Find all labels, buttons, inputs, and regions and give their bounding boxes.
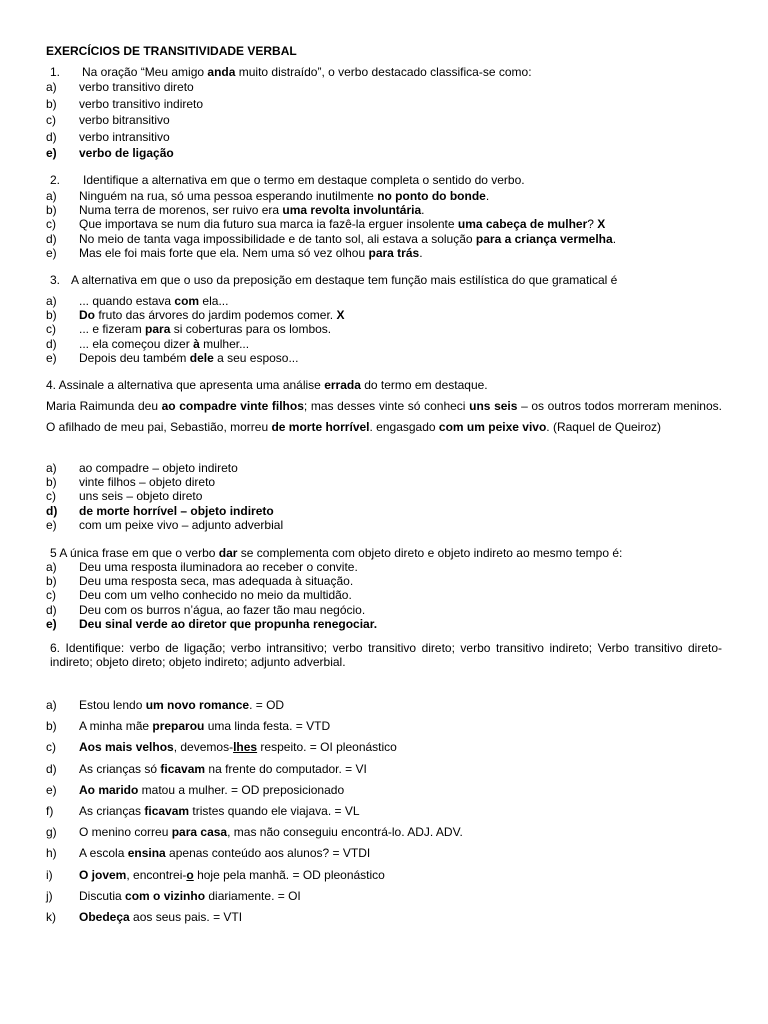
option-text: ... e fizeram para si coberturas para os lombos.: [79, 322, 332, 337]
option-text: vinte filhos – objeto direto: [79, 475, 216, 490]
option-text: O menino correu para casa, mas não conseguiu encontrá-lo. ADJ. ADV.: [79, 825, 463, 840]
option-label: a): [46, 698, 57, 712]
option-label: c): [46, 113, 56, 127]
option-text: ao compadre – objeto indireto: [79, 461, 238, 475]
option-text: Deu com um velho conhecido no meio da multidão.: [79, 588, 352, 603]
option-label: e): [46, 350, 57, 365]
option-label: b): [46, 308, 57, 323]
option-label: b): [46, 719, 57, 734]
option-label: e): [46, 517, 57, 532]
option-text: Que importava se num dia futuro sua marca ia fazê-la erguer insolente uma cabeça de mulher? X: [79, 217, 606, 232]
option-text: Deu com os burros n’água, ao fazer tão mau negócio.: [79, 602, 366, 617]
option-text: Estou lendo um novo romance. = OD: [79, 698, 285, 712]
option-label: d): [46, 129, 57, 144]
option-label: c): [46, 740, 56, 755]
option-text: Ninguém na rua, só uma pessoa esperando inutilmente no ponto do bonde.: [79, 189, 490, 203]
option-text: Numa terra de morenos, ser ruivo era uma revolta involuntária.: [79, 203, 425, 218]
option-label: b): [46, 203, 57, 218]
option-label: a): [46, 560, 57, 574]
option-label: e): [46, 245, 57, 260]
option-label: i): [46, 867, 53, 882]
option-text: As crianças ficavam tristes quando ele viajava. = VL: [79, 804, 360, 818]
option-text: Aos mais velhos, devemos-lhes respeito. = OI pleonástico: [79, 740, 397, 755]
option-text: verbo intransitivo: [79, 129, 170, 144]
option-label: j): [46, 888, 53, 903]
option-label: e): [46, 782, 57, 797]
option-text: ... ela começou dizer à mulher...: [79, 336, 250, 351]
option-text: Obedeça aos seus pais. = VTI: [79, 910, 243, 924]
option-text: A escola ensina apenas conteúdo aos alunos? = VTDI: [79, 846, 371, 861]
option-label: a): [46, 294, 57, 308]
document-title: EXERCÍCIOS DE TRANSITIVIDADE VERBAL: [46, 44, 297, 58]
option-label: k): [46, 910, 56, 924]
option-label: b): [46, 96, 57, 111]
option-text: verbo de ligação: [79, 146, 174, 160]
question-5-stem: 5 A única frase em que o verbo dar se complementa com objeto direto e objeto indireto ao mesmo tempo é:: [50, 546, 623, 560]
option-text: Depois deu também dele a seu esposo...: [79, 350, 299, 365]
option-label: a): [46, 461, 57, 475]
question-3-number: 3.: [50, 273, 61, 287]
option-label: g): [46, 825, 57, 840]
option-label: c): [46, 322, 56, 337]
option-label: c): [46, 588, 56, 603]
option-label: e): [46, 146, 57, 160]
option-text: Deu sinal verde ao diretor que propunha renegociar.: [79, 616, 378, 631]
option-label: b): [46, 475, 57, 490]
option-label: d): [46, 602, 57, 617]
option-label: a): [46, 80, 57, 94]
option-text: Deu uma resposta seca, mas adequada à situação.: [79, 574, 354, 589]
option-label: a): [46, 189, 57, 203]
question-1-stem: Na oração “Meu amigo anda muito distraído”, o verbo destacado classifica-se como:: [82, 65, 532, 79]
option-text: verbo transitivo indireto: [79, 96, 204, 111]
option-label: c): [46, 217, 56, 232]
option-label: h): [46, 846, 57, 861]
option-text: No meio de tanta vaga impossibilidade e de tanto sol, ali estava a solução para a criança vermelha.: [79, 231, 617, 246]
option-text: Mas ele foi mais forte que ela. Nem uma só vez olhou para trás.: [79, 245, 423, 260]
option-label: d): [46, 336, 57, 351]
option-label: f): [46, 804, 54, 818]
option-text: Ao marido matou a mulher. = OD preposicionado: [79, 782, 345, 797]
question-3-stem: A alternativa em que o uso da preposição em destaque tem função mais estilística do que gramatical é: [71, 273, 618, 287]
option-label: b): [46, 574, 57, 589]
option-text: ... quando estava com ela...: [79, 294, 229, 308]
option-text: Discutia com o vizinho diariamente. = OI: [79, 888, 301, 903]
option-label: c): [46, 489, 56, 504]
option-text: A minha mãe preparou uma linda festa. = VTD: [79, 719, 331, 734]
question-2-number: 2.: [50, 173, 61, 187]
option-label: d): [46, 231, 57, 246]
option-text: Deu uma resposta iluminadora ao receber o convite.: [79, 560, 358, 574]
option-text: Do fruto das árvores do jardim podemos comer. X: [79, 308, 345, 323]
option-label: d): [46, 761, 57, 776]
option-text: com um peixe vivo – adjunto adverbial: [79, 517, 284, 532]
option-text: uns seis – objeto direto: [79, 489, 203, 504]
question-4-stem: 4. Assinale a alternativa que apresenta uma análise errada do termo em destaque.: [46, 378, 488, 392]
option-text: As crianças só ficavam na frente do computador. = VI: [79, 761, 367, 776]
question-1-number: 1.: [50, 65, 61, 79]
option-label: e): [46, 616, 57, 631]
question-4-passage: Maria Raimunda deu ao compadre vinte filhos; mas desses vinte só conheci uns seis – os outros todos morreram meninos. O afilhado de meu pai, Sebastião, morreu de morte horrível. engasgado com um peixe vivo. (Raquel de Queiroz): [46, 399, 722, 434]
option-text: verbo transitivo direto: [79, 80, 194, 94]
option-label: d): [46, 503, 58, 518]
question-2-stem: Identifique a alternativa em que o termo em destaque completa o sentido do verbo.: [83, 173, 525, 187]
option-text: O jovem, encontrei-o hoje pela manhã. = OD pleonástico: [79, 867, 385, 882]
question-6-stem: 6. Identifique: verbo de ligação; verbo intransitivo; verbo transitivo direto; verbo transitivo indireto; Verbo transitivo direto-indireto; objeto direto; objeto indireto; adjunto adverbial.: [50, 641, 722, 669]
option-text: de morte horrível – objeto indireto: [79, 503, 274, 518]
option-text: verbo bitransitivo: [79, 113, 170, 127]
